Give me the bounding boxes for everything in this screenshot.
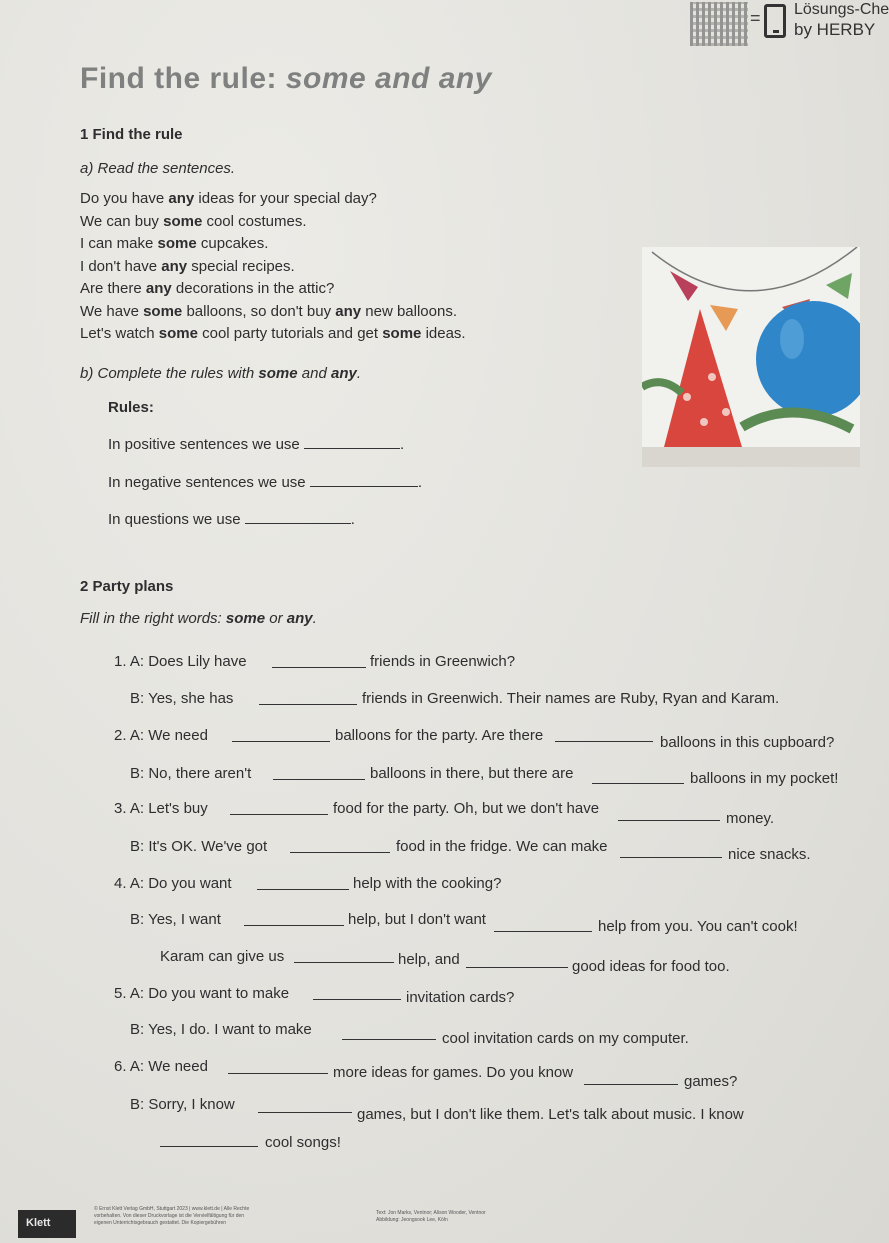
exercise-text: 5. A: Do you want to make bbox=[114, 985, 290, 1002]
credits-line: Text: Jon Marks, Ventnor; Alison Wooder, Ventnor bbox=[376, 1210, 486, 1216]
answer-blank[interactable] bbox=[273, 768, 365, 780]
page-title: Find the rule: some and any bbox=[80, 62, 492, 95]
part-a-instruction: a) Read the sentences. bbox=[80, 160, 236, 177]
exercise-text: 4. A: Do you want bbox=[114, 875, 232, 892]
answer-blank[interactable] bbox=[466, 956, 568, 968]
smartphone-icon bbox=[764, 4, 786, 38]
exercise-text: friends in Greenwich. Their names are Ruby, Ryan and Karam. bbox=[362, 690, 780, 707]
rule-blank[interactable] bbox=[304, 437, 400, 449]
exercise-text: games, but I don't like them. Let's talk about music. I know bbox=[357, 1106, 744, 1123]
rules-heading: Rules: bbox=[108, 399, 154, 416]
exercise-text: B: Yes, I want bbox=[130, 911, 221, 928]
exercise-text: 2. A: We need bbox=[114, 727, 208, 744]
exercise-text: games? bbox=[684, 1073, 738, 1090]
answer-blank[interactable] bbox=[342, 1028, 436, 1040]
exercise-text: 6. A: We need bbox=[114, 1058, 208, 1075]
exercise-text: good ideas for food too. bbox=[572, 958, 730, 975]
answer-blank[interactable] bbox=[290, 841, 390, 853]
exercise-text: help from you. You can't cook! bbox=[598, 918, 798, 935]
copyright-line: vorbehalten. Von dieser Druckvorlage ist die Vervielfältigung für den bbox=[94, 1213, 245, 1219]
exercise-text: balloons in this cupboard? bbox=[660, 734, 835, 751]
answer-blank[interactable] bbox=[494, 920, 592, 932]
qr-code-icon bbox=[690, 2, 748, 46]
rule-negative: In negative sentences we use . bbox=[108, 474, 422, 491]
example-sentence: Let's watch some cool party tutorials and get some ideas. bbox=[80, 325, 466, 342]
exercise-text: help, and bbox=[398, 951, 460, 968]
brand-line-2: by HERBY bbox=[794, 20, 876, 39]
example-sentence: Do you have any ideas for your special day? bbox=[80, 190, 377, 207]
section-2-instruction: Fill in the right words: some or any. bbox=[80, 610, 317, 627]
rule-questions: In questions we use . bbox=[108, 511, 355, 528]
exercise-text: balloons in my pocket! bbox=[690, 770, 839, 787]
answer-blank[interactable] bbox=[230, 803, 328, 815]
answer-blank[interactable] bbox=[620, 846, 722, 858]
part-b-instruction: b) Complete the rules with some and any. bbox=[80, 365, 362, 382]
example-sentence: Are there any decorations in the attic? bbox=[80, 280, 335, 297]
exercise-text: 3. A: Let's buy bbox=[114, 800, 208, 817]
exercise-text: balloons in there, but there are bbox=[370, 765, 574, 782]
rule-blank[interactable] bbox=[310, 475, 418, 487]
example-sentence: I don't have any special recipes. bbox=[80, 257, 295, 275]
exercise-text: balloons for the party. Are there bbox=[335, 727, 544, 744]
exercise-text: food for the party. Oh, but we don't have bbox=[333, 800, 600, 817]
copyright-line: eigenen Unterrichtsgebrauch gestattet. Die Kopiergebühren bbox=[94, 1220, 227, 1226]
exercise-text: invitation cards? bbox=[406, 989, 515, 1006]
rule-blank[interactable] bbox=[245, 512, 351, 524]
example-sentence: We have some balloons, so don't buy any new balloons. bbox=[80, 302, 458, 320]
rule-positive: In positive sentences we use . bbox=[108, 436, 405, 453]
answer-blank[interactable] bbox=[584, 1073, 678, 1085]
exercise-text: B: Sorry, I know bbox=[130, 1096, 235, 1113]
exercise-text: cool invitation cards on my computer. bbox=[442, 1030, 689, 1047]
answer-blank[interactable] bbox=[232, 730, 330, 742]
exercise-text: money. bbox=[726, 810, 775, 827]
section-1-heading: 1 Find the rule bbox=[80, 126, 183, 143]
exercise-text: B: It's OK. We've got bbox=[130, 838, 268, 855]
example-sentence: We can buy some cool costumes. bbox=[80, 212, 307, 230]
party-illustration bbox=[642, 247, 860, 467]
answer-blank[interactable] bbox=[294, 951, 394, 963]
equals-icon: = bbox=[750, 8, 761, 28]
exercise-text: friends in Greenwich? bbox=[370, 653, 516, 670]
answer-blank[interactable] bbox=[592, 772, 684, 784]
exercise-text: Karam can give us bbox=[160, 948, 285, 965]
exercise-text: B: No, there aren't bbox=[130, 765, 252, 782]
exercise-text: nice snacks. bbox=[728, 846, 811, 863]
answer-blank[interactable] bbox=[258, 1101, 352, 1113]
exercise-text: help with the cooking? bbox=[353, 875, 502, 892]
answer-blank[interactable] bbox=[228, 1062, 328, 1074]
example-sentence: I can make some cupcakes. bbox=[80, 235, 269, 252]
exercise-text: 1. A: Does Lily have bbox=[114, 653, 247, 670]
answer-blank[interactable] bbox=[272, 656, 366, 668]
answer-blank[interactable] bbox=[618, 809, 720, 821]
answer-blank[interactable] bbox=[259, 693, 357, 705]
exercise-text: B: Yes, she has bbox=[130, 690, 234, 707]
exercise-text: food in the fridge. We can make bbox=[396, 838, 608, 855]
publisher-logo: Klett bbox=[18, 1210, 76, 1238]
credits-line: Abbildung: Jeongsook Lee, Köln bbox=[376, 1217, 448, 1223]
exercise-text: B: Yes, I do. I want to make bbox=[130, 1021, 312, 1038]
answer-blank[interactable] bbox=[555, 730, 653, 742]
brand-line-1: Lösungs-Che bbox=[794, 1, 889, 18]
answer-blank[interactable] bbox=[313, 988, 401, 1000]
exercise-text: cool songs! bbox=[265, 1134, 341, 1151]
exercise-text: help, but I don't want bbox=[348, 911, 486, 928]
section-2-heading: 2 Party plans bbox=[80, 578, 174, 595]
copyright-line: © Ernst Klett Verlag GmbH, Stuttgart 2023 | www.klett.de | Alle Rechte bbox=[94, 1206, 250, 1212]
answer-blank[interactable] bbox=[160, 1135, 258, 1147]
answer-blank[interactable] bbox=[244, 914, 344, 926]
exercise-text: more ideas for games. Do you know bbox=[333, 1064, 574, 1081]
answer-blank[interactable] bbox=[257, 878, 349, 890]
